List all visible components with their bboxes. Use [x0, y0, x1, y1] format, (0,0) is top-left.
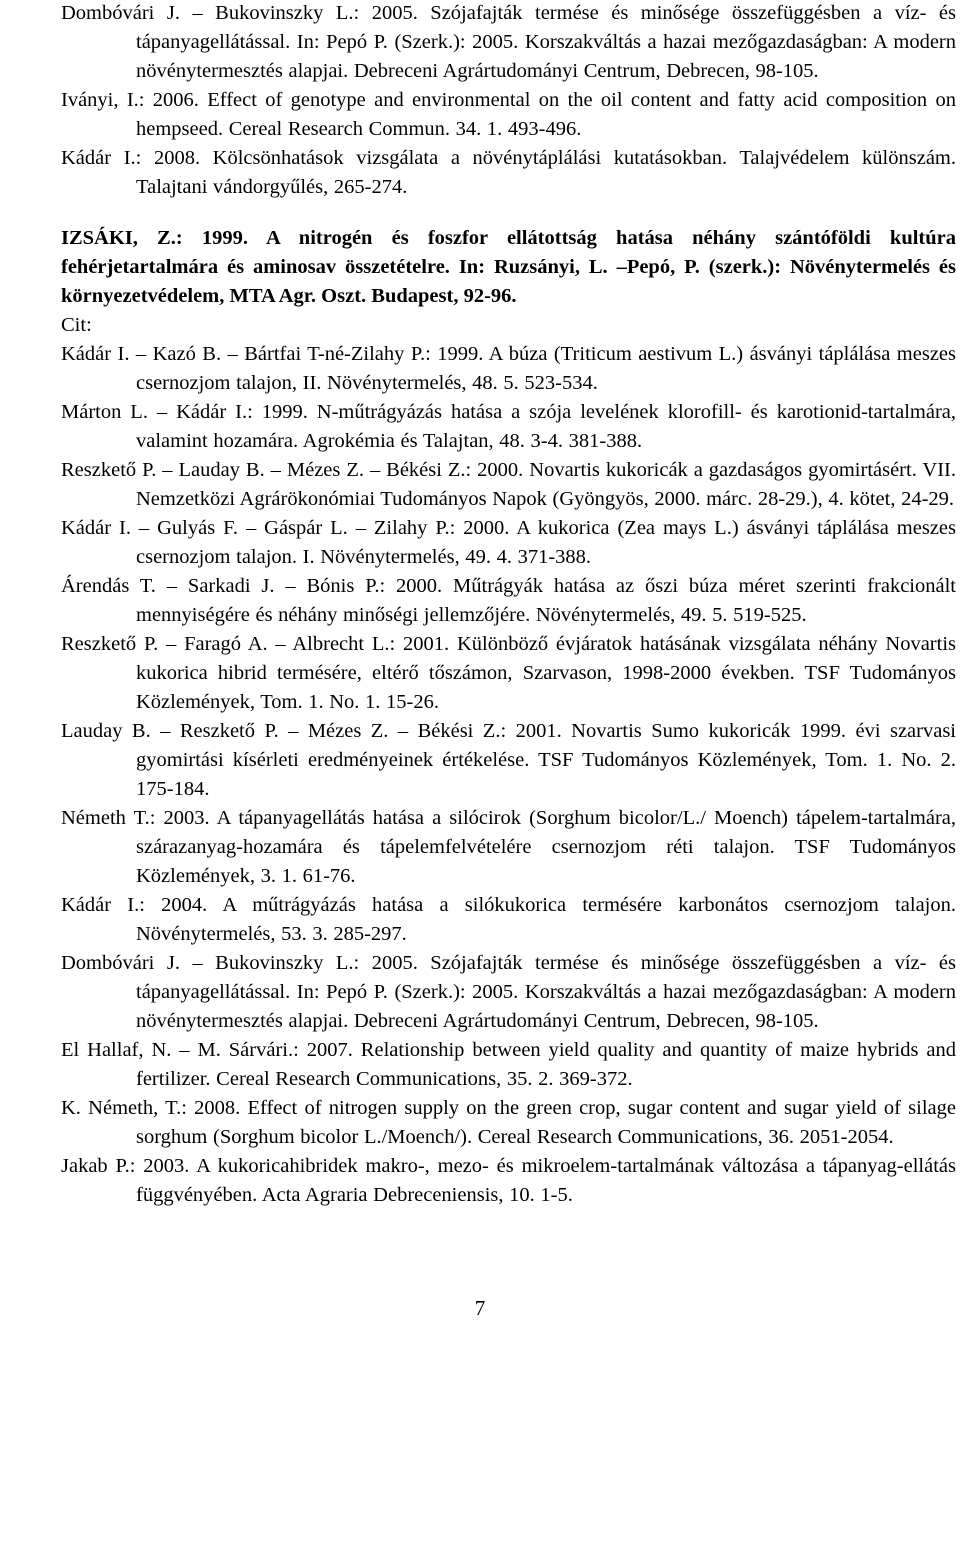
reference-entry: Márton L. – Kádár I.: 1999. N-műtrágyázás hatása a szója levelének klorofill- és karotionid-tartalmára, valamint hozamára. Agrokémia és Talajtan, 48. 3-4. 381-388. — [61, 401, 956, 452]
cit-label: Cit: — [61, 314, 92, 336]
reference-entry: El Hallaf, N. – M. Sárvári.: 2007. Relationship between yield quality and quantity of maize hybrids and fertilizer. Cereal Research Communications, 35. 2. 369-372. — [61, 1039, 956, 1090]
reference-entry: Németh T.: 2003. A tápanyagellátás hatása a silócirok (Sorghum bicolor/L./ Moench) tápelem-tartalmára, szárazanyag-hozamára és tápelemfelvételére csernozjom réti talajon. TSF Tudományos Közlemények, 3. 1. 61-76. — [61, 807, 956, 887]
reference-entry: Reszkető P. – Faragó A. – Albrecht L.: 2001. Különböző évjáratok hatásának vizsgálata néhány Novartis kukorica hibrid termésére, eltérő tőszámon, Szarvason, 1998-2000 években. TSF Tudományos Közlemények, Tom. 1. No. 1. 15-26. — [61, 633, 956, 713]
reference-entry: Iványi, I.: 2006. Effect of genotype and environmental on the oil content and fatty acid composition on hempseed. Cereal Research Commun. 34. 1. 493-496. — [61, 89, 956, 140]
reference-entry: Dombóvári J. – Bukovinszky L.: 2005. Szójafajták termése és minősége összefüggésben a víz- és tápanyagellátással. In: Pepó P. (Szerk.): 2005. Korszakváltás a hazai mezőgazdaságban: A modern növénytermesztés alapjai. Debreceni Agrártudományi Centrum, Debrecen, 98-105. — [61, 952, 956, 1032]
reference-entry: Kádár I.: 2008. Kölcsönhatások vizsgálata a növénytáplálási kutatásokban. Talajvédelem különszám. Talajtani vándorgyűlés, 265-274. — [61, 147, 956, 198]
reference-page — [61, 0, 956, 1210]
reference-entry: Kádár I. – Kazó B. – Bártfai T-né-Zilahy P.: 1999. A búza (Triticum aestivum L.) ásványi táplálása meszes csernozjom talajon, II. Növénytermelés, 48. 5. 523-534. — [61, 343, 956, 394]
reference-entry: Reszkető P. – Lauday B. – Mézes Z. – Békési Z.: 2000. Novartis kukoricák a gazdaságos gyomirtásért. VII. Nemzetközi Agrárökonómiai Tudományos Napok (Gyöngyös, 2000. márc. 28-29.), 4. kötet, 24-29. — [61, 459, 956, 510]
page-number: 7 — [474, 1296, 486, 1320]
reference-entry: Jakab P.: 2003. A kukoricahibridek makro-, mezo- és mikroelem-tartalmának változása a tápanyag-ellátás függvényében. Acta Agraria Debreceniensis, 10. 1-5. — [61, 1155, 956, 1206]
reference-entry: Lauday B. – Reszkető P. – Mézes Z. – Békési Z.: 2001. Novartis Sumo kukoricák 1999. évi szarvasi gyomirtási kísérleti eredményeinek értékelése. TSF Tudományos Közlemények, Tom. 1. No. 2. 175-184. — [61, 720, 956, 800]
reference-entry: Kádár I. – Gulyás F. – Gáspár L. – Zilahy P.: 2000. A kukorica (Zea mays L.) ásványi táplálása meszes csernozjom talajon. I. Növénytermelés, 49. 4. 371-388. — [61, 517, 956, 568]
reference-entry: K. Németh, T.: 2008. Effect of nitrogen supply on the green crop, sugar content and sugar yield of silage sorghum (Sorghum bicolor L./Moench/). Cereal Research Communications, 36. 2051-2054. — [61, 1097, 956, 1148]
reference-entry: Kádár I.: 2004. A műtrágyázás hatása a silókukorica termésére karbonátos csernozjom talajon. Növénytermelés, 53. 3. 285-297. — [61, 894, 956, 945]
reference-entry: Árendás T. – Sarkadi J. – Bónis P.: 2000. Műtrágyák hatása az őszi búza méret szerinti frakcionált mennyiségére és néhány minőségi jellemzőjére. Növénytermelés, 49. 5. 519-525. — [61, 575, 956, 626]
izsaki-heading: IZSÁKI, Z.: 1999. A nitrogén és foszfor ellátottság hatása néhány szántóföldi kultúra fehérjetartalmára és aminosav összetételre. In: Ruzsányi, L. –Pepó, P. (szerk.): Növénytermelés és környezetvédelem, MTA Agr. Oszt. Budapest, 92-96. — [61, 227, 956, 307]
reference-entry: Dombóvári J. – Bukovinszky L.: 2005. Szójafajták termése és minősége összefüggésben a víz- és tápanyagellátással. In: Pepó P. (Szerk.): 2005. Korszakváltás a hazai mezőgazdaságban: A modern növénytermesztés alapjai. Debreceni Agrártudományi Centrum, Debrecen, 98-105. — [61, 2, 956, 82]
